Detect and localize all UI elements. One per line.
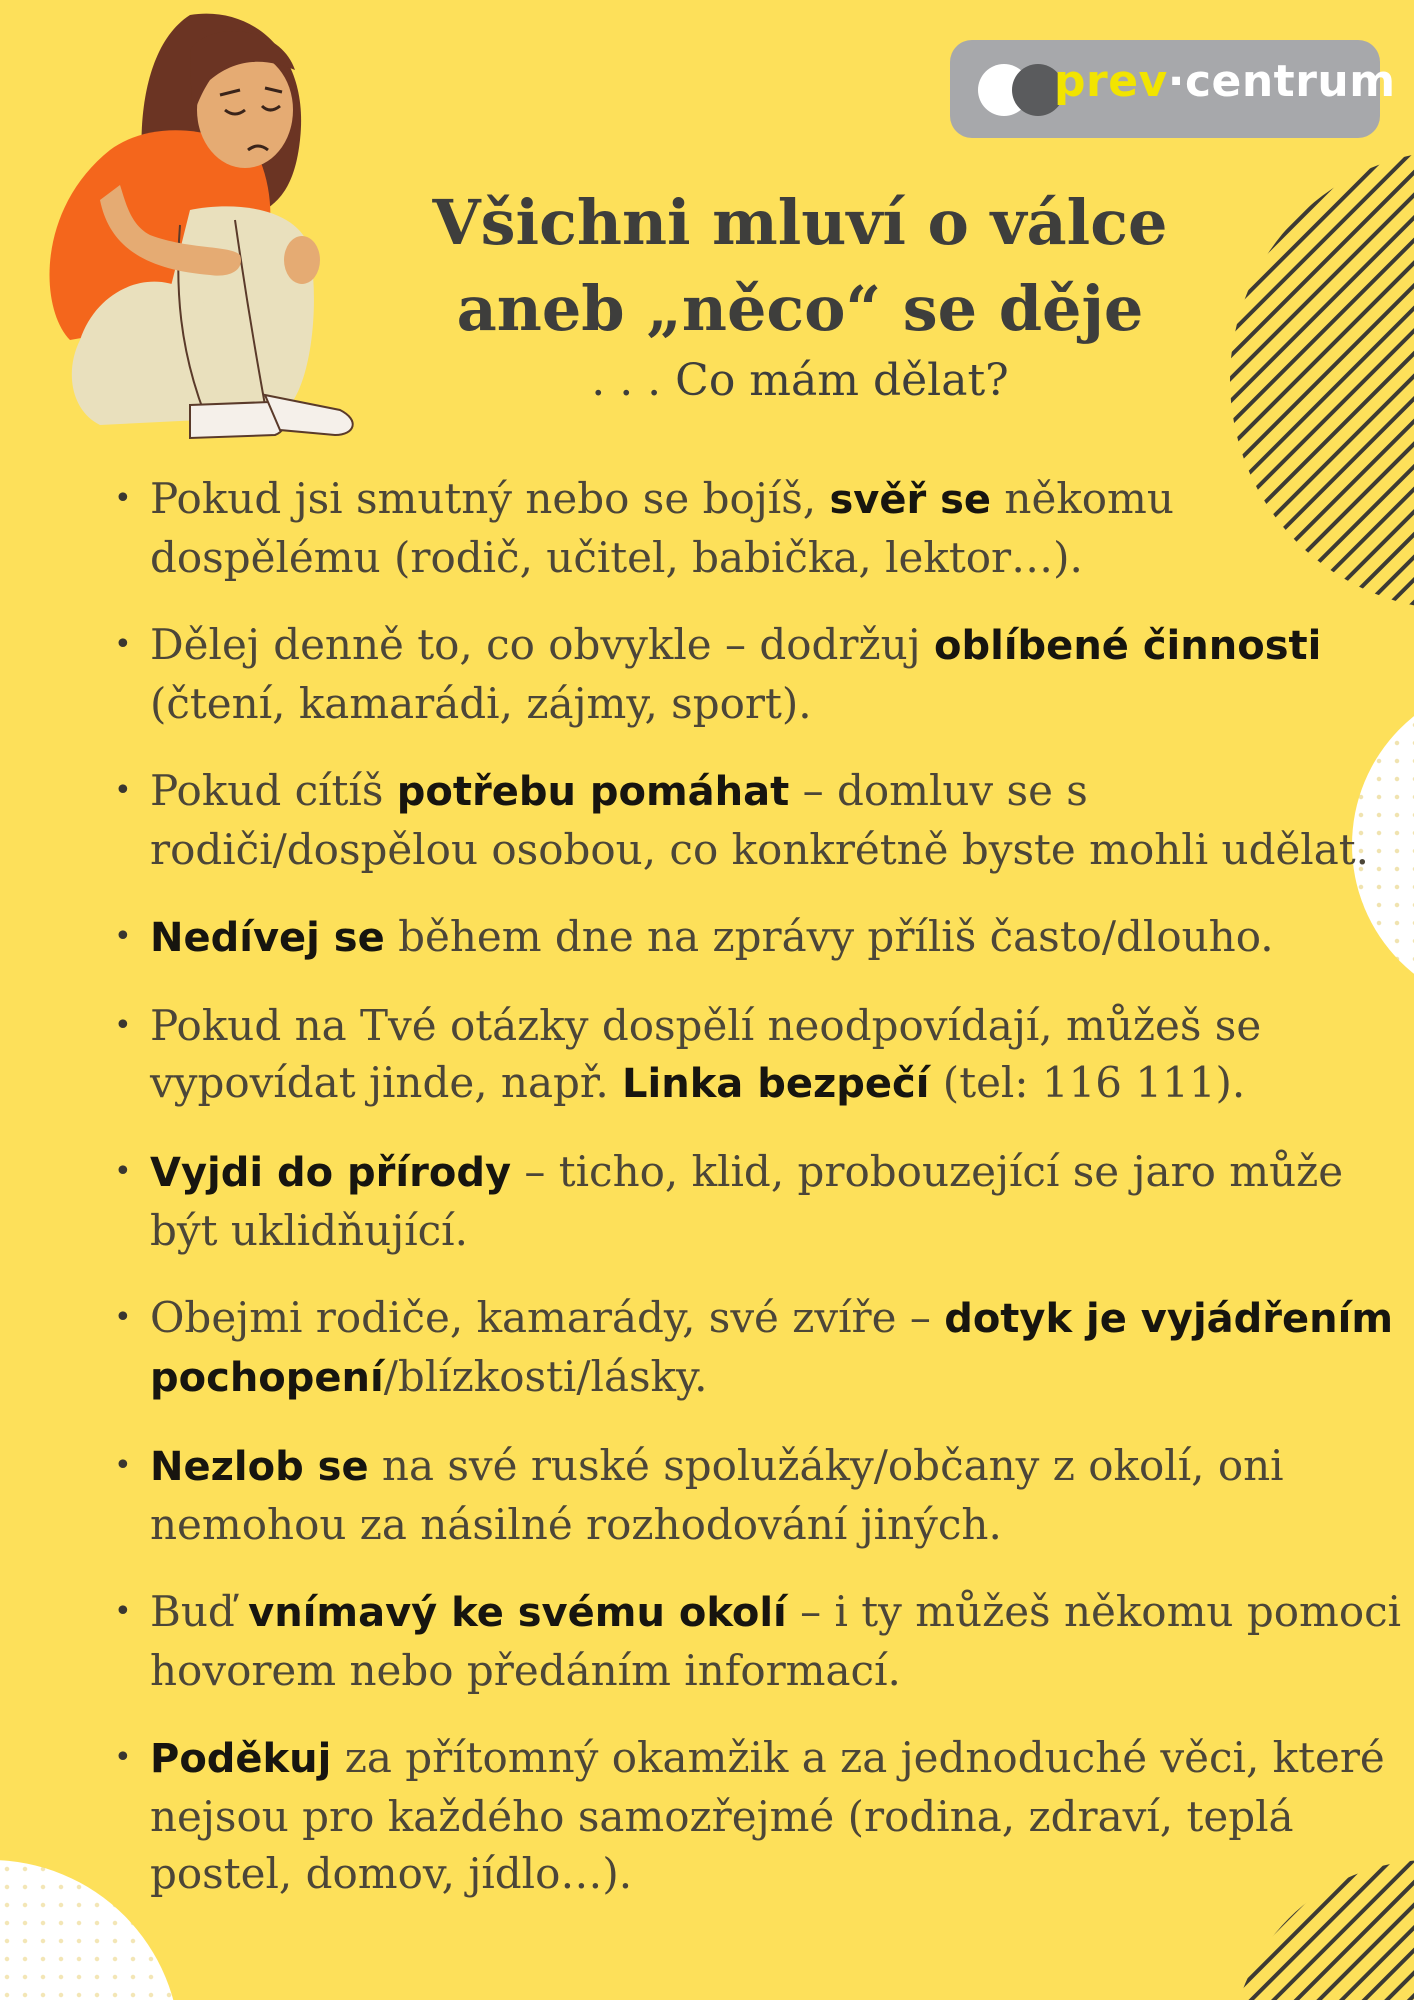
tip-highlight: Vyjdi do přírody — [150, 1150, 512, 1196]
tips-list — [110, 470, 1410, 1932]
tip-text: někomu dospělému (rodič, učitel, babička, lektor…). — [150, 474, 1174, 582]
tip-text: – domluv se s rodiči/dospělou osobou, co konkrétně byste mohli udělat. — [150, 766, 1370, 874]
tip-text: (čtení, kamarádi, zájmy, sport). — [150, 679, 812, 728]
tip-text: na své ruské spolužáky/občany z okolí, oni nemohou za násilné rozhodování jiných. — [150, 1441, 1284, 1549]
logo-dot: · — [1167, 56, 1185, 107]
tip-text: (tel: 116 111). — [929, 1058, 1246, 1107]
tip-text: /blízkosti/lásky. — [383, 1352, 708, 1401]
tip-text: Obejmi rodiče, kamarády, své zvíře – — [150, 1293, 945, 1342]
logo-prev: prev — [1054, 56, 1168, 107]
list-item — [110, 908, 1410, 967]
tip-highlight: potřebu pomáhat — [396, 769, 790, 815]
prev-centrum-logo — [950, 40, 1396, 138]
list-item — [110, 997, 1410, 1113]
list-item — [110, 762, 1410, 878]
tip-text: – ticho, klid, probouzející se jaro může být uklidňující. — [150, 1147, 1344, 1255]
tip-text: za přítomný okamžik a za jednoduché věci, které nejsou pro každého samozřejmé (rodina, zdraví, teplá postel, domov, jídlo…). — [150, 1733, 1385, 1898]
tip-text: – i ty můžeš někomu pomoci hovorem nebo předáním informací. — [150, 1587, 1402, 1695]
list-item — [110, 1289, 1410, 1407]
page-subtitle: . . . Co mám dělat? — [591, 355, 1009, 406]
page-title — [360, 180, 1240, 352]
tip-highlight: Poděkuj — [150, 1736, 332, 1782]
logo-text — [1054, 56, 1396, 107]
list-item — [110, 1729, 1410, 1902]
logo-centrum: centrum — [1184, 56, 1396, 107]
tip-text: Dělej denně to, co obvykle – dodržuj — [150, 620, 935, 669]
tip-highlight: vnímavý ke svému okolí — [248, 1590, 787, 1636]
list-item — [110, 1583, 1410, 1699]
sad-girl-illustration — [40, 10, 370, 440]
tip-text: Pokud jsi smutný nebo se bojíš, — [150, 474, 830, 523]
list-item — [110, 1143, 1410, 1259]
tip-text: Pokud na Tvé otázky dospělí neodpovídají, můžeš se vypovídat jinde, např. — [150, 1001, 1262, 1107]
list-item — [110, 616, 1410, 732]
title-line-2: aneb „něco“ se děje — [456, 272, 1144, 345]
tip-highlight: Linka bezpečí — [622, 1061, 930, 1107]
title-line-1: Všichni mluví o válce — [432, 186, 1168, 259]
list-item — [110, 1437, 1410, 1553]
tip-text: Buď — [150, 1587, 249, 1636]
list-item — [110, 470, 1410, 586]
tip-highlight: Nezlob se — [150, 1444, 369, 1490]
tip-highlight: oblíbené činnosti — [934, 623, 1322, 669]
tip-highlight: svěř se — [829, 477, 992, 523]
tip-highlight: dotyk je vyjádřením pochopení — [150, 1296, 1393, 1401]
tip-text: během dne na zprávy příliš často/dlouho. — [384, 912, 1274, 961]
tip-text: Pokud cítíš — [150, 766, 397, 815]
tip-highlight: Nedívej se — [150, 915, 385, 961]
